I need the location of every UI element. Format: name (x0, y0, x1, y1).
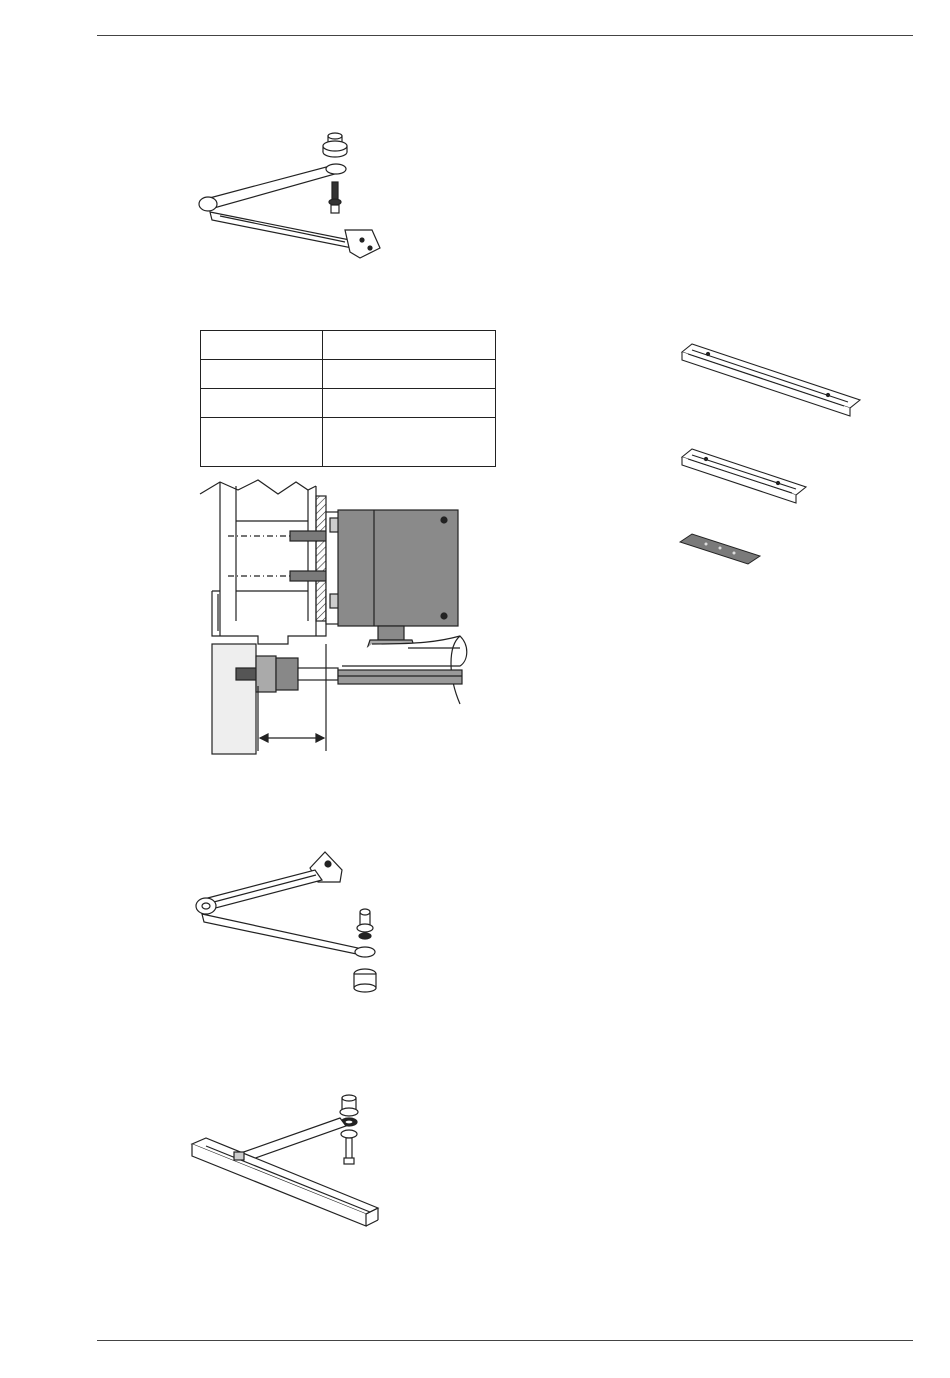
table-cell (201, 360, 323, 389)
table-cell (201, 389, 323, 418)
mounting-plate-long-icon (678, 340, 863, 415)
cross-section-drawing-icon (198, 476, 483, 751)
slide-rail-assembly-icon (190, 1090, 390, 1230)
spec-table (200, 330, 496, 467)
table-row (201, 360, 496, 389)
table-row (201, 418, 496, 467)
closer-arm-assembly-icon (190, 130, 390, 270)
table-cell (201, 331, 323, 360)
table-cell (323, 360, 496, 389)
mounting-plate-short-icon (678, 445, 808, 505)
table-cell (201, 418, 323, 467)
table-cell (323, 389, 496, 418)
table-row (201, 331, 496, 360)
table-cell (323, 418, 496, 467)
spacer-plate-icon (678, 532, 763, 567)
table-row (201, 389, 496, 418)
footer-rule (97, 1340, 913, 1341)
header-rule (97, 35, 913, 36)
parallel-arm-assembly-icon (190, 848, 390, 998)
table-cell (323, 331, 496, 360)
